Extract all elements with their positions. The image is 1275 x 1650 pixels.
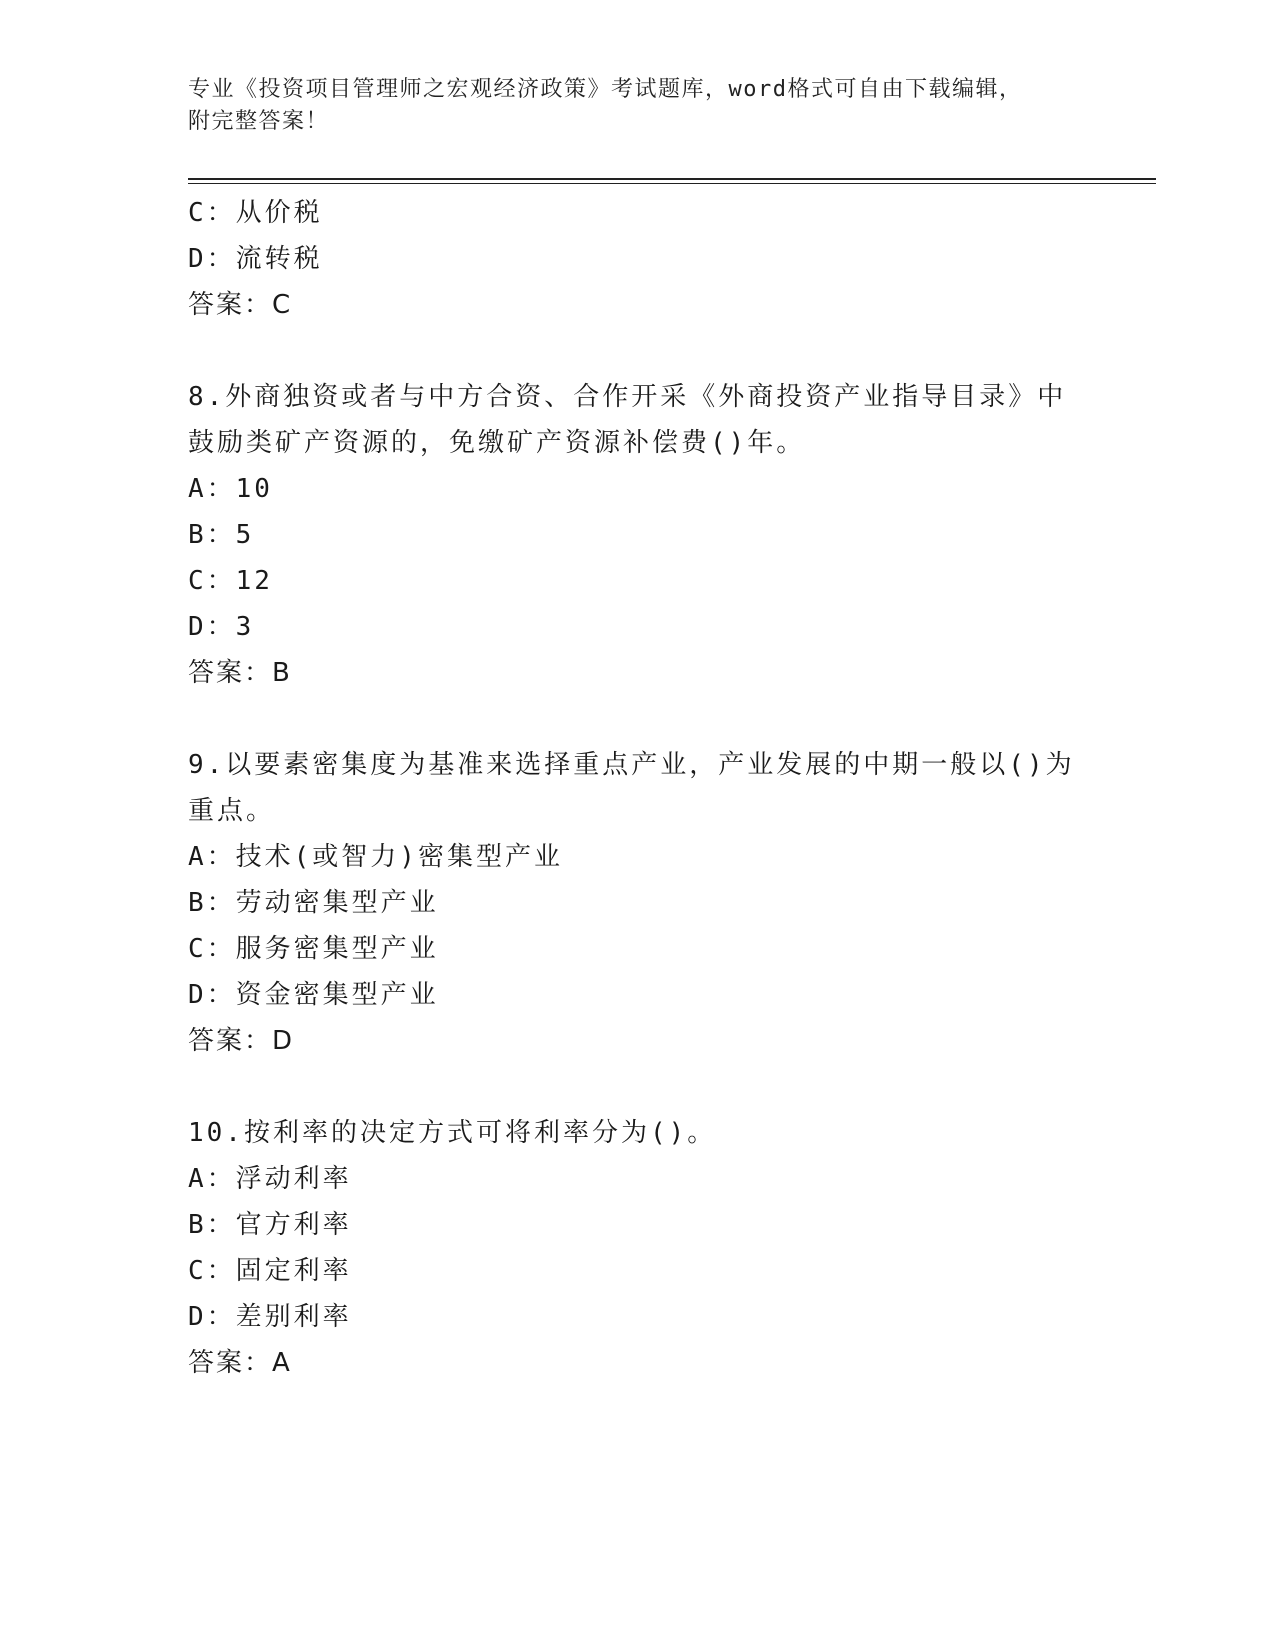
question-stem-line: 重点。 (188, 796, 276, 826)
question-10 (188, 1110, 1088, 1386)
header-line-2: 附完整答案！ (188, 109, 330, 134)
spacer (188, 328, 1088, 374)
answer-line: 答案：D (188, 1026, 295, 1056)
header-divider-thick (188, 178, 1156, 180)
answer-line: 答案：B (188, 658, 292, 688)
option-b: B：5 (188, 520, 255, 550)
option-a: A：技术(或智力)密集型产业 (188, 842, 563, 872)
answer-line: 答案：A (188, 1348, 292, 1378)
page-header (188, 74, 1068, 138)
option-b: B：劳动密集型产业 (188, 888, 439, 918)
option-d: D：3 (188, 612, 255, 642)
header-line-1: 专业《投资项目管理师之宏观经济政策》考试题库，word格式可自由下载编辑， (188, 77, 1023, 102)
question-stem-line: 10.按利率的决定方式可将利率分为()。 (188, 1118, 717, 1148)
option-d: D：流转税 (188, 244, 323, 274)
question-content (188, 190, 1088, 1386)
spacer (188, 696, 1088, 742)
question-stem-line: 鼓励类矿产资源的，免缴矿产资源补偿费()年。 (188, 428, 806, 458)
option-a: A：浮动利率 (188, 1164, 352, 1194)
option-a: A：10 (188, 474, 273, 504)
prev-question-block (188, 190, 1088, 328)
question-stem-line: 8.外商独资或者与中方合资、合作开采《外商投资产业指导目录》中 (188, 382, 1067, 412)
answer-line: 答案：C (188, 290, 293, 320)
option-c: C：12 (188, 566, 273, 596)
option-d: D：差别利率 (188, 1302, 352, 1332)
question-8 (188, 374, 1088, 696)
option-d: D：资金密集型产业 (188, 980, 439, 1010)
header-divider-thin (188, 183, 1156, 184)
option-b: B：官方利率 (188, 1210, 352, 1240)
question-stem-line: 9.以要素密集度为基准来选择重点产业，产业发展的中期一般以()为 (188, 750, 1075, 780)
option-c: C：从价税 (188, 198, 323, 228)
question-9 (188, 742, 1088, 1064)
option-c: C：服务密集型产业 (188, 934, 439, 964)
option-c: C：固定利率 (188, 1256, 352, 1286)
spacer (188, 1064, 1088, 1110)
